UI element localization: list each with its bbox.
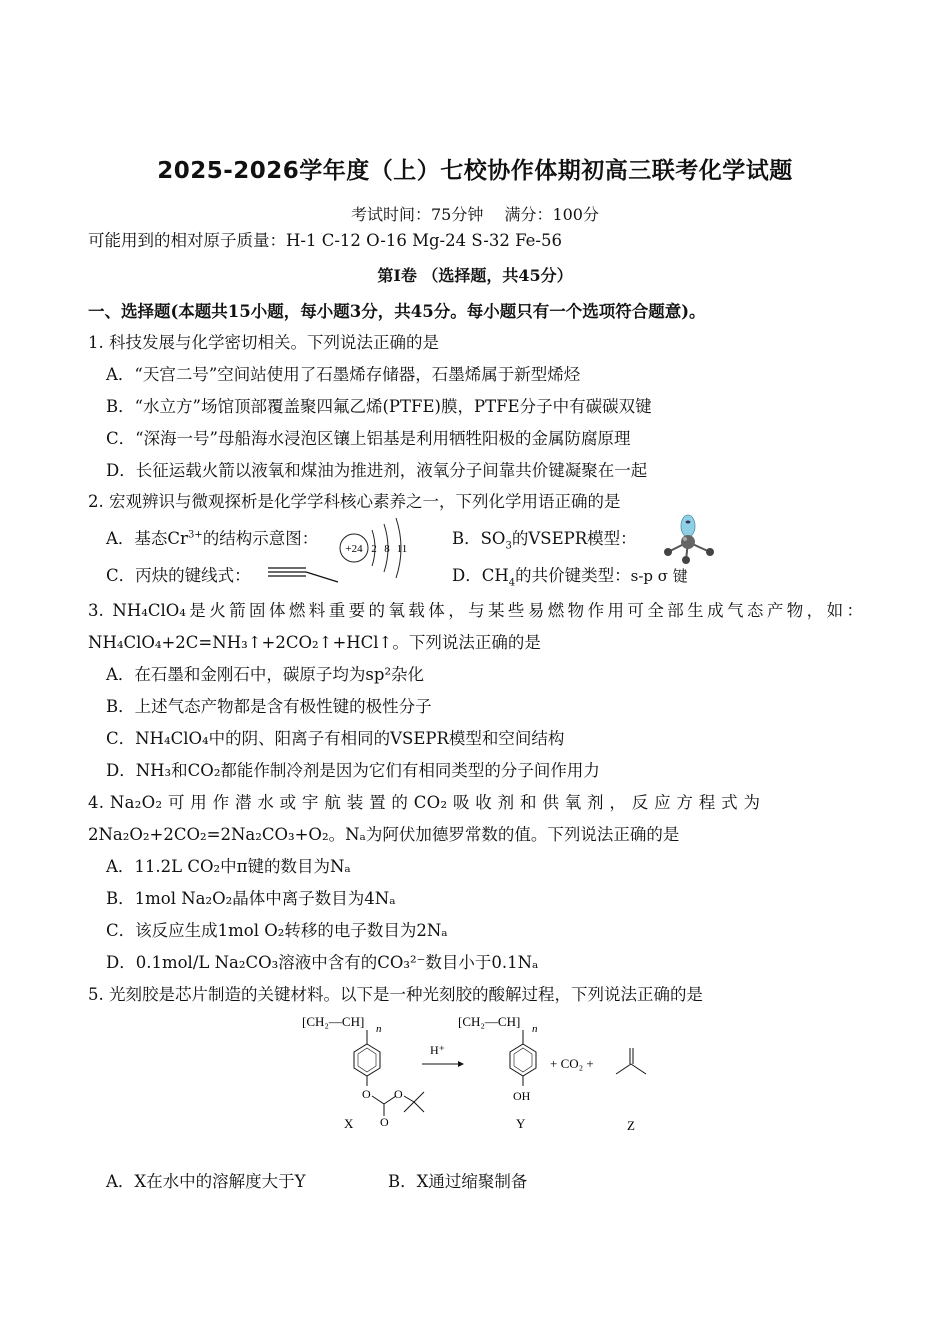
q4-option-d: D．0.1mol/L Na₂CO₃溶液中含有的CO₃²⁻数目小于0.1Nₐ — [106, 953, 539, 972]
q2-d-suffix: 的共价键类型： — [515, 566, 631, 585]
x-polymer-unit: [CH₂—CH] — [302, 1014, 365, 1029]
propyne-skeletal-formula — [266, 560, 342, 584]
q1-option-b: B．“水立方”场馆顶部覆盖聚四氟乙烯(PTFE)膜，PTFE分子中有碳碳双键 — [106, 397, 652, 416]
cr-shell-2: 8 — [384, 543, 390, 555]
exam-title: 2025-2026学年度（上）七校协作体期初高三联考化学试题 — [157, 158, 793, 184]
q2-b-sub: 3 — [505, 540, 512, 552]
x-ester-o: O — [362, 1087, 371, 1101]
q3-stem-line1: 3. NH₄ClO₄是火箭固体燃料重要的氧载体，与某些易燃物作用可全部生成气态产物，如： — [88, 601, 863, 620]
q3-option-d: D．NH₃和CO₂都能作制冷剂是因为它们有相同类型的分子间作用力 — [106, 761, 600, 780]
q3-stem-line2: NH₄ClO₄+2C=NH₃↑+2CO₂↑+HCl↑。下列说法正确的是 — [88, 633, 541, 652]
q5-option-b: B．X通过缩聚制备 — [388, 1172, 528, 1191]
q2-b-prefix: B．SO — [452, 529, 506, 548]
q1-option-c: C．“深海一号”母船海水浸泡区镶上铝基是利用牺牲阳极的金属防腐原理 — [106, 429, 631, 448]
label-y: Y — [516, 1116, 526, 1131]
q4-option-b: B．1mol Na₂O₂晶体中离子数目为4Nₐ — [106, 889, 396, 908]
exam-info: 考试时间：75分钟 满分：100分 — [351, 205, 599, 224]
cr-shell-3: 11 — [396, 543, 408, 555]
label-x: X — [344, 1116, 354, 1131]
q2-d-answer: s-p σ 键 — [630, 567, 688, 585]
q1-stem: 1. 科技发展与化学密切相关。下列说法正确的是 — [88, 333, 439, 352]
q5-stem: 5. 光刻胶是芯片制造的关键材料。以下是一种光刻胶的酸解过程，下列说法正确的是 — [88, 985, 703, 1004]
q2-d-sub: 4 — [508, 577, 516, 589]
cr-shell-1: 2 — [371, 543, 377, 555]
x-ether-o: O — [394, 1087, 403, 1101]
q3-option-c: C．NH₄ClO₄中的阴、阳离子有相同的VSEPR模型和空间结构 — [106, 729, 565, 748]
x-repeat-n: n — [376, 1023, 382, 1035]
q1-option-d: D．长征运载火箭以液氧和煤油为推进剂，液氧分子间靠共价键凝聚在一起 — [106, 461, 648, 480]
q2-a-prefix: A．基态Cr — [106, 529, 188, 548]
q2-a-suffix: 的结构示意图： — [202, 529, 319, 548]
q2-option-c: C．丙炔的键线式： — [106, 566, 251, 585]
plus-co2: + CO₂ + — [550, 1056, 594, 1071]
x-carbonyl-o: O — [380, 1115, 389, 1129]
y-hydroxyl: OH — [513, 1089, 531, 1103]
q2-stem: 2. 宏观辨识与微观探析是化学学科核心素养之一，下列化学用语正确的是 — [88, 492, 621, 511]
section-title: 第Ⅰ卷 （选择题，共45分） — [377, 266, 573, 285]
q1-option-a: A．“天宫二号”空间站使用了石墨烯存储器，石墨烯属于新型烯烃 — [106, 365, 581, 384]
atomic-masses: 可能用到的相对原子质量：H-1 C-12 O-16 Mg-24 S-32 Fe-56 — [88, 231, 562, 250]
q2-b-suffix: 的VSEPR模型： — [511, 529, 637, 548]
photoresist-reaction-scheme — [300, 1008, 660, 1138]
q4-option-c: C．该反应生成1mol O₂转移的电子数目为2Nₐ — [106, 921, 448, 940]
q2-d-prefix: D．CH — [452, 566, 509, 585]
q2-option-b — [452, 525, 637, 551]
q3-option-b: B．上述气态产物都是含有极性键的极性分子 — [106, 697, 432, 716]
q4-stem-line1: 4. Na₂O₂ 可 用 作 潜 水 或 宇 航 装 置 的 CO₂ 吸 收 剂 和 供 氧 剂 ， 反 应 方 程 式 为 — [88, 793, 761, 812]
catalyst-label: H⁺ — [430, 1043, 445, 1057]
so3-vsepr-model — [656, 512, 722, 564]
q3-option-a: A．在石墨和金刚石中，碳原子均为sp²杂化 — [106, 665, 425, 684]
y-polymer-unit: [CH₂—CH] — [458, 1014, 521, 1029]
q2-a-sup: 3+ — [187, 529, 203, 541]
q4-stem-line2: 2Na₂O₂+2CO₂=2Na₂CO₃+O₂。Nₐ为阿伏加德罗常数的值。下列说法正确的是 — [88, 825, 680, 844]
q5-option-a: A．X在水中的溶解度大于Y — [106, 1172, 306, 1191]
q4-option-a: A．11.2L CO₂中π键的数目为Nₐ — [106, 857, 351, 876]
q2-option-a — [106, 525, 318, 549]
cr-ion-structure-diagram — [338, 512, 418, 580]
q2-option-d — [452, 562, 688, 588]
cr-nucleus-label: +24 — [345, 543, 363, 555]
label-z: Z — [627, 1118, 635, 1133]
section-instructions: 一、选择题(本题共15小题，每小题3分，共45分。每小题只有一个选项符合题意)。 — [88, 302, 706, 321]
y-repeat-n: n — [532, 1023, 538, 1035]
